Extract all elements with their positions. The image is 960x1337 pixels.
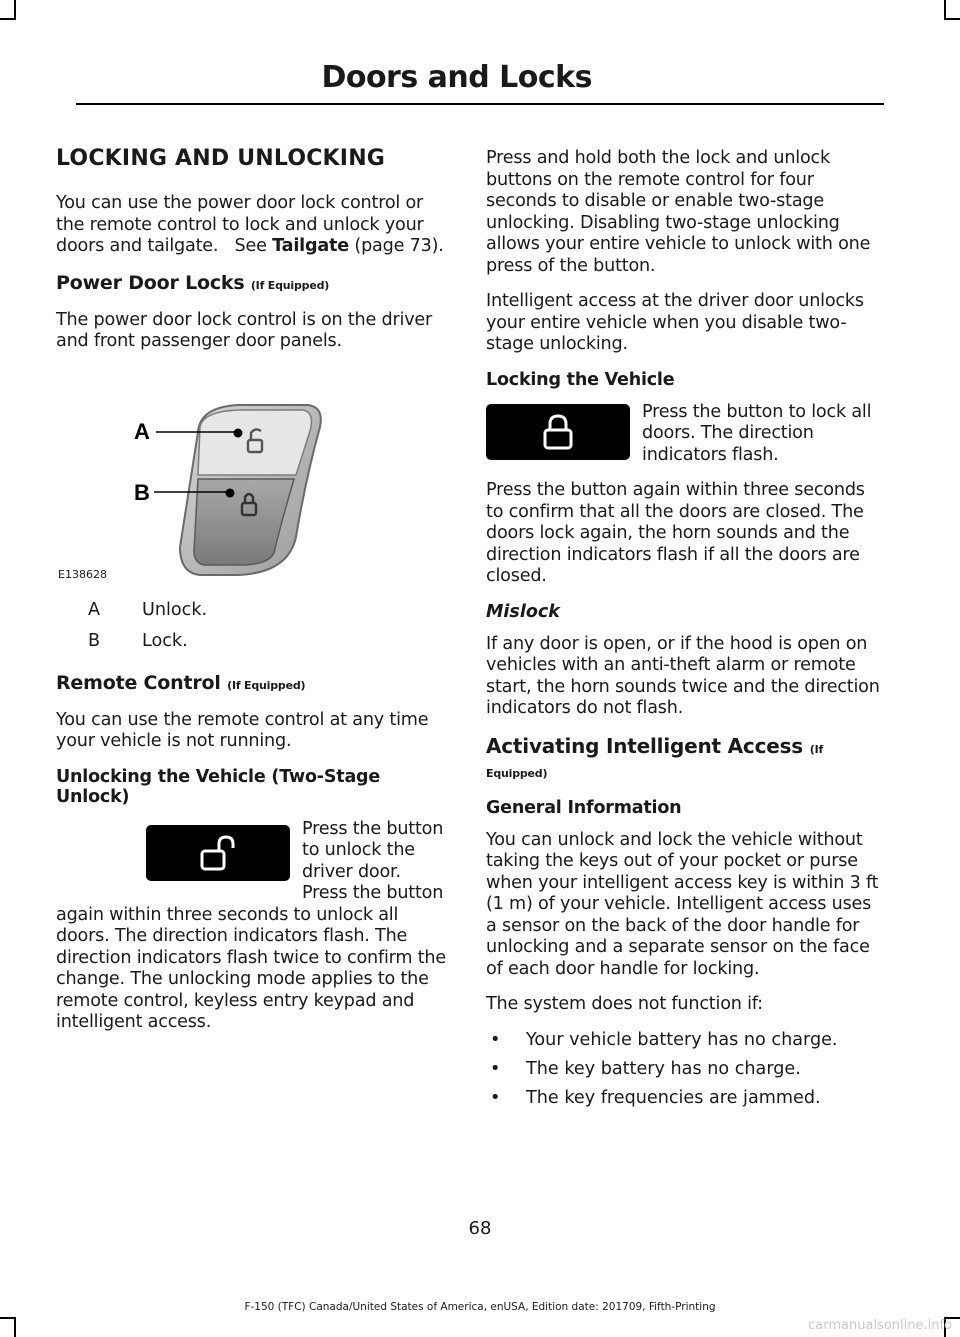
intelligent-access-title: Activating Intelligent Access (If Equipped) — [486, 733, 824, 780]
tailgate-link[interactable]: Tailgate — [272, 236, 350, 256]
power-locks-body: The power door lock control is on the driver and front passenger door panels. — [56, 309, 433, 351]
unlock-icon — [198, 833, 238, 873]
crop-mark — [944, 0, 946, 20]
legend-key: A — [88, 599, 101, 620]
right-column — [486, 148, 880, 1117]
crop-mark — [0, 18, 16, 20]
general-info-title: General Information — [486, 797, 682, 818]
remote-control-title: Remote Control (If Equipped) — [56, 671, 306, 694]
locking-confirm: Press the button again within three seconds to confirm that all the doors are closed. The doors lock again, the horn sounds and the direction indicators flash if all the doors are closed. — [486, 480, 865, 586]
lock-button-icon-box — [486, 404, 630, 460]
door-lock-switch-illustration — [128, 367, 378, 589]
callout-a: A — [134, 418, 150, 444]
intro-text: You can use the power door lock control or the remote control to lock and unlock your doors and tailgate. — [56, 193, 424, 256]
door-lock-switch-figure — [56, 367, 448, 589]
header-rule — [76, 103, 884, 105]
crop-mark — [14, 0, 16, 20]
crop-mark — [14, 1317, 16, 1337]
power-locks-title: Power Door Locks (If Equipped) — [56, 271, 330, 294]
edition-line: F-150 (TFC) Canada/United States of America, enUSA, Edition date: 201709, Fifth-Printing — [244, 1301, 716, 1313]
unlocking-title: Unlocking the Vehicle (Two-Stage Unlock) — [56, 766, 381, 807]
page-header-title: Doors and Locks — [321, 60, 592, 95]
remote-control-qualifier: (If Equipped) — [227, 678, 306, 692]
legend-value: Unlock. — [142, 599, 208, 620]
mislock-body: If any door is open, or if the hood is open on vehicles with an anti-theft alarm or remote start, the horn sounds twice and the direction indicators do not flash. — [486, 633, 880, 718]
list-item: • The key frequencies are jammed. — [490, 1087, 821, 1108]
mislock-title: Mislock — [486, 601, 560, 622]
crop-mark — [944, 18, 960, 20]
left-column — [56, 140, 448, 1048]
two-stage-paragraph: Press and hold both the lock and unlock buttons on the remote control for four seconds to disable or enable two-stage unlocking. Disabling two-stage unlocking allows your entire vehicle to unlock with one press of the button. — [486, 148, 871, 276]
locking-body: Press the button to lock all doors. The direction indicators flash. — [642, 401, 872, 465]
intro-paragraph — [56, 193, 448, 258]
list-item: • Your vehicle battery has no charge. — [490, 1029, 838, 1050]
system-intro: The system does not function if: — [486, 994, 763, 1014]
unlock-button-icon-box — [146, 825, 290, 881]
general-info-body: You can unlock and lock the vehicle without taking the keys out of your pocket or purse when your intelligent access key is within 3 ft (1 m) of your vehicle. Intelligent access uses a sensor on the back of the door handle for unlocking and a separate sensor on the face of each door handle for locking. — [486, 829, 879, 979]
locking-title: Locking the Vehicle — [486, 369, 675, 390]
power-locks-qualifier: (If Equipped) — [250, 278, 330, 292]
intelligent-access-paragraph: Intelligent access at the driver door unlocks your entire vehicle when you disable two-stage unlocking. — [486, 291, 864, 354]
intelligent-access-qualifier: (If Equipped) — [486, 742, 824, 780]
legend-row — [56, 599, 448, 621]
unlocking-body: Press the button to unlock the driver door. Press the button again within three seconds to unlock all doors. The direction indicators flash. The direction indicators flash twice to confirm the change. The unlocking mode applies to the remote control, keyless entry keypad and intelligent access. — [56, 818, 446, 1032]
bullet-list — [486, 1030, 880, 1109]
watermark: carmanualsonline.info — [808, 1318, 952, 1333]
crop-mark — [0, 1317, 16, 1319]
legend-value: Lock. — [142, 630, 188, 651]
intro-see: See — [234, 236, 267, 256]
legend-row — [56, 630, 448, 652]
intro-page-ref: (page 73). — [354, 236, 444, 256]
figure-code: E138628 — [58, 567, 107, 581]
callout-b: B — [134, 479, 150, 505]
remote-control-body: You can use the remote control at any time your vehicle is not running. — [56, 709, 429, 751]
lock-icon — [538, 412, 578, 452]
page-number: 68 — [468, 1218, 492, 1239]
list-item: • The key battery has no charge. — [490, 1058, 801, 1079]
legend-key: B — [88, 630, 101, 651]
section-title: LOCKING AND UNLOCKING — [56, 146, 386, 171]
